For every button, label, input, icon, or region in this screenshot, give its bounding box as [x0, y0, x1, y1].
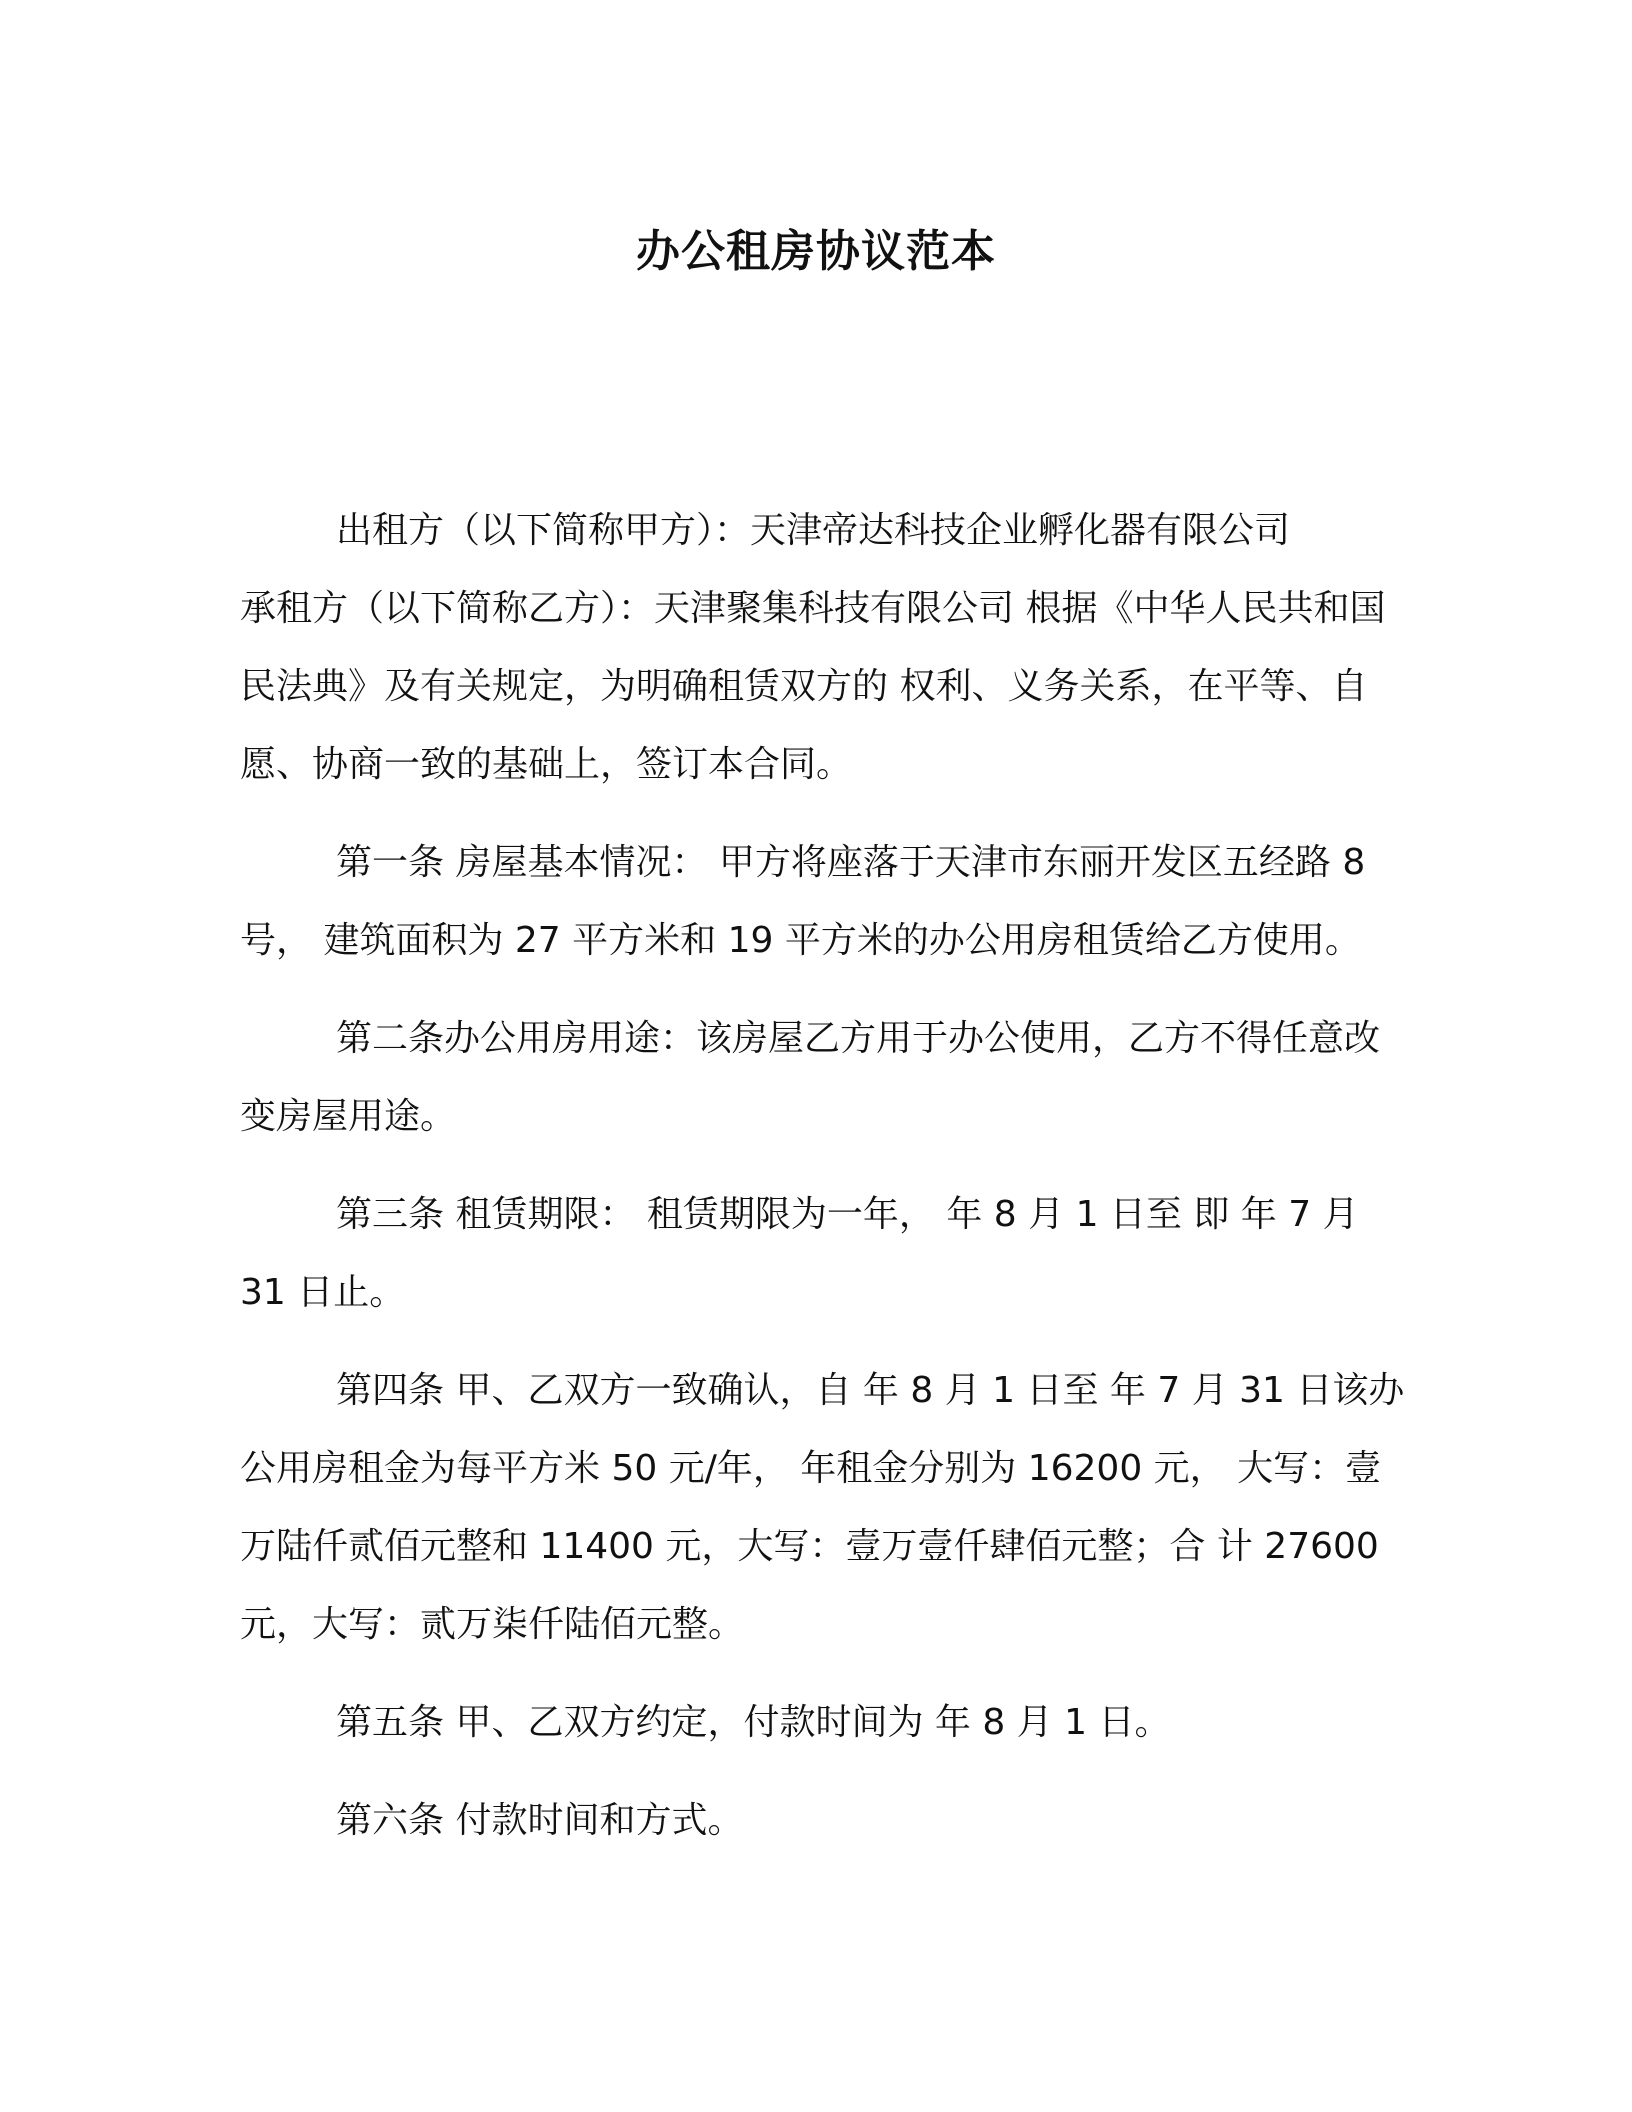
document-title: 办公租房协议范本: [636, 226, 996, 277]
document-body: [240, 492, 1405, 1880]
article-5-paragraph: 第五条 甲、乙双方约定，付款时间为 年 8 月 1 日。: [336, 1702, 1171, 1743]
lessee-paragraph: 承租方（以下简称乙方）：天津聚集科技有限公司 根据《中华人民共和国民法典》及有关规定，为明确租赁双方的 权利、义务关系，在平等、自愿、协商一致的基础上，签订本合同。: [240, 588, 1386, 785]
article-6-paragraph: 第六条 付款时间和方式。: [336, 1800, 744, 1841]
article-3-paragraph: 第三条 租赁期限： 租赁期限为一年， 年 8 月 1 日至 即 年 7 月 31 日止。: [240, 1194, 1359, 1313]
article-1-paragraph: 第一条 房屋基本情况： 甲方将座落于天津市东丽开发区五经路 8 号， 建筑面积为 27 平方米和 19 平方米的办公用房租赁给乙方使用。: [240, 842, 1366, 961]
lessor-paragraph: 出租方（以下简称甲方）：天津帝达科技企业孵化器有限公司: [336, 510, 1291, 551]
article-4-paragraph: 第四条 甲、乙双方一致确认，自 年 8 月 1 日至 年 7 月 31 日该办公用房租金为每平方米 50 元/年， 年租金分别为 16200 元， 大写：壹万陆仟贰佰元整和 11400 元，大写：壹万壹仟肆佰元整；合 计 27600 元，大写：贰万柒仟陆佰元整。: [240, 1370, 1405, 1645]
article-2-paragraph: 第二条办公用房用途：该房屋乙方用于办公使用，乙方不得任意改变房屋用途。: [240, 1018, 1381, 1137]
